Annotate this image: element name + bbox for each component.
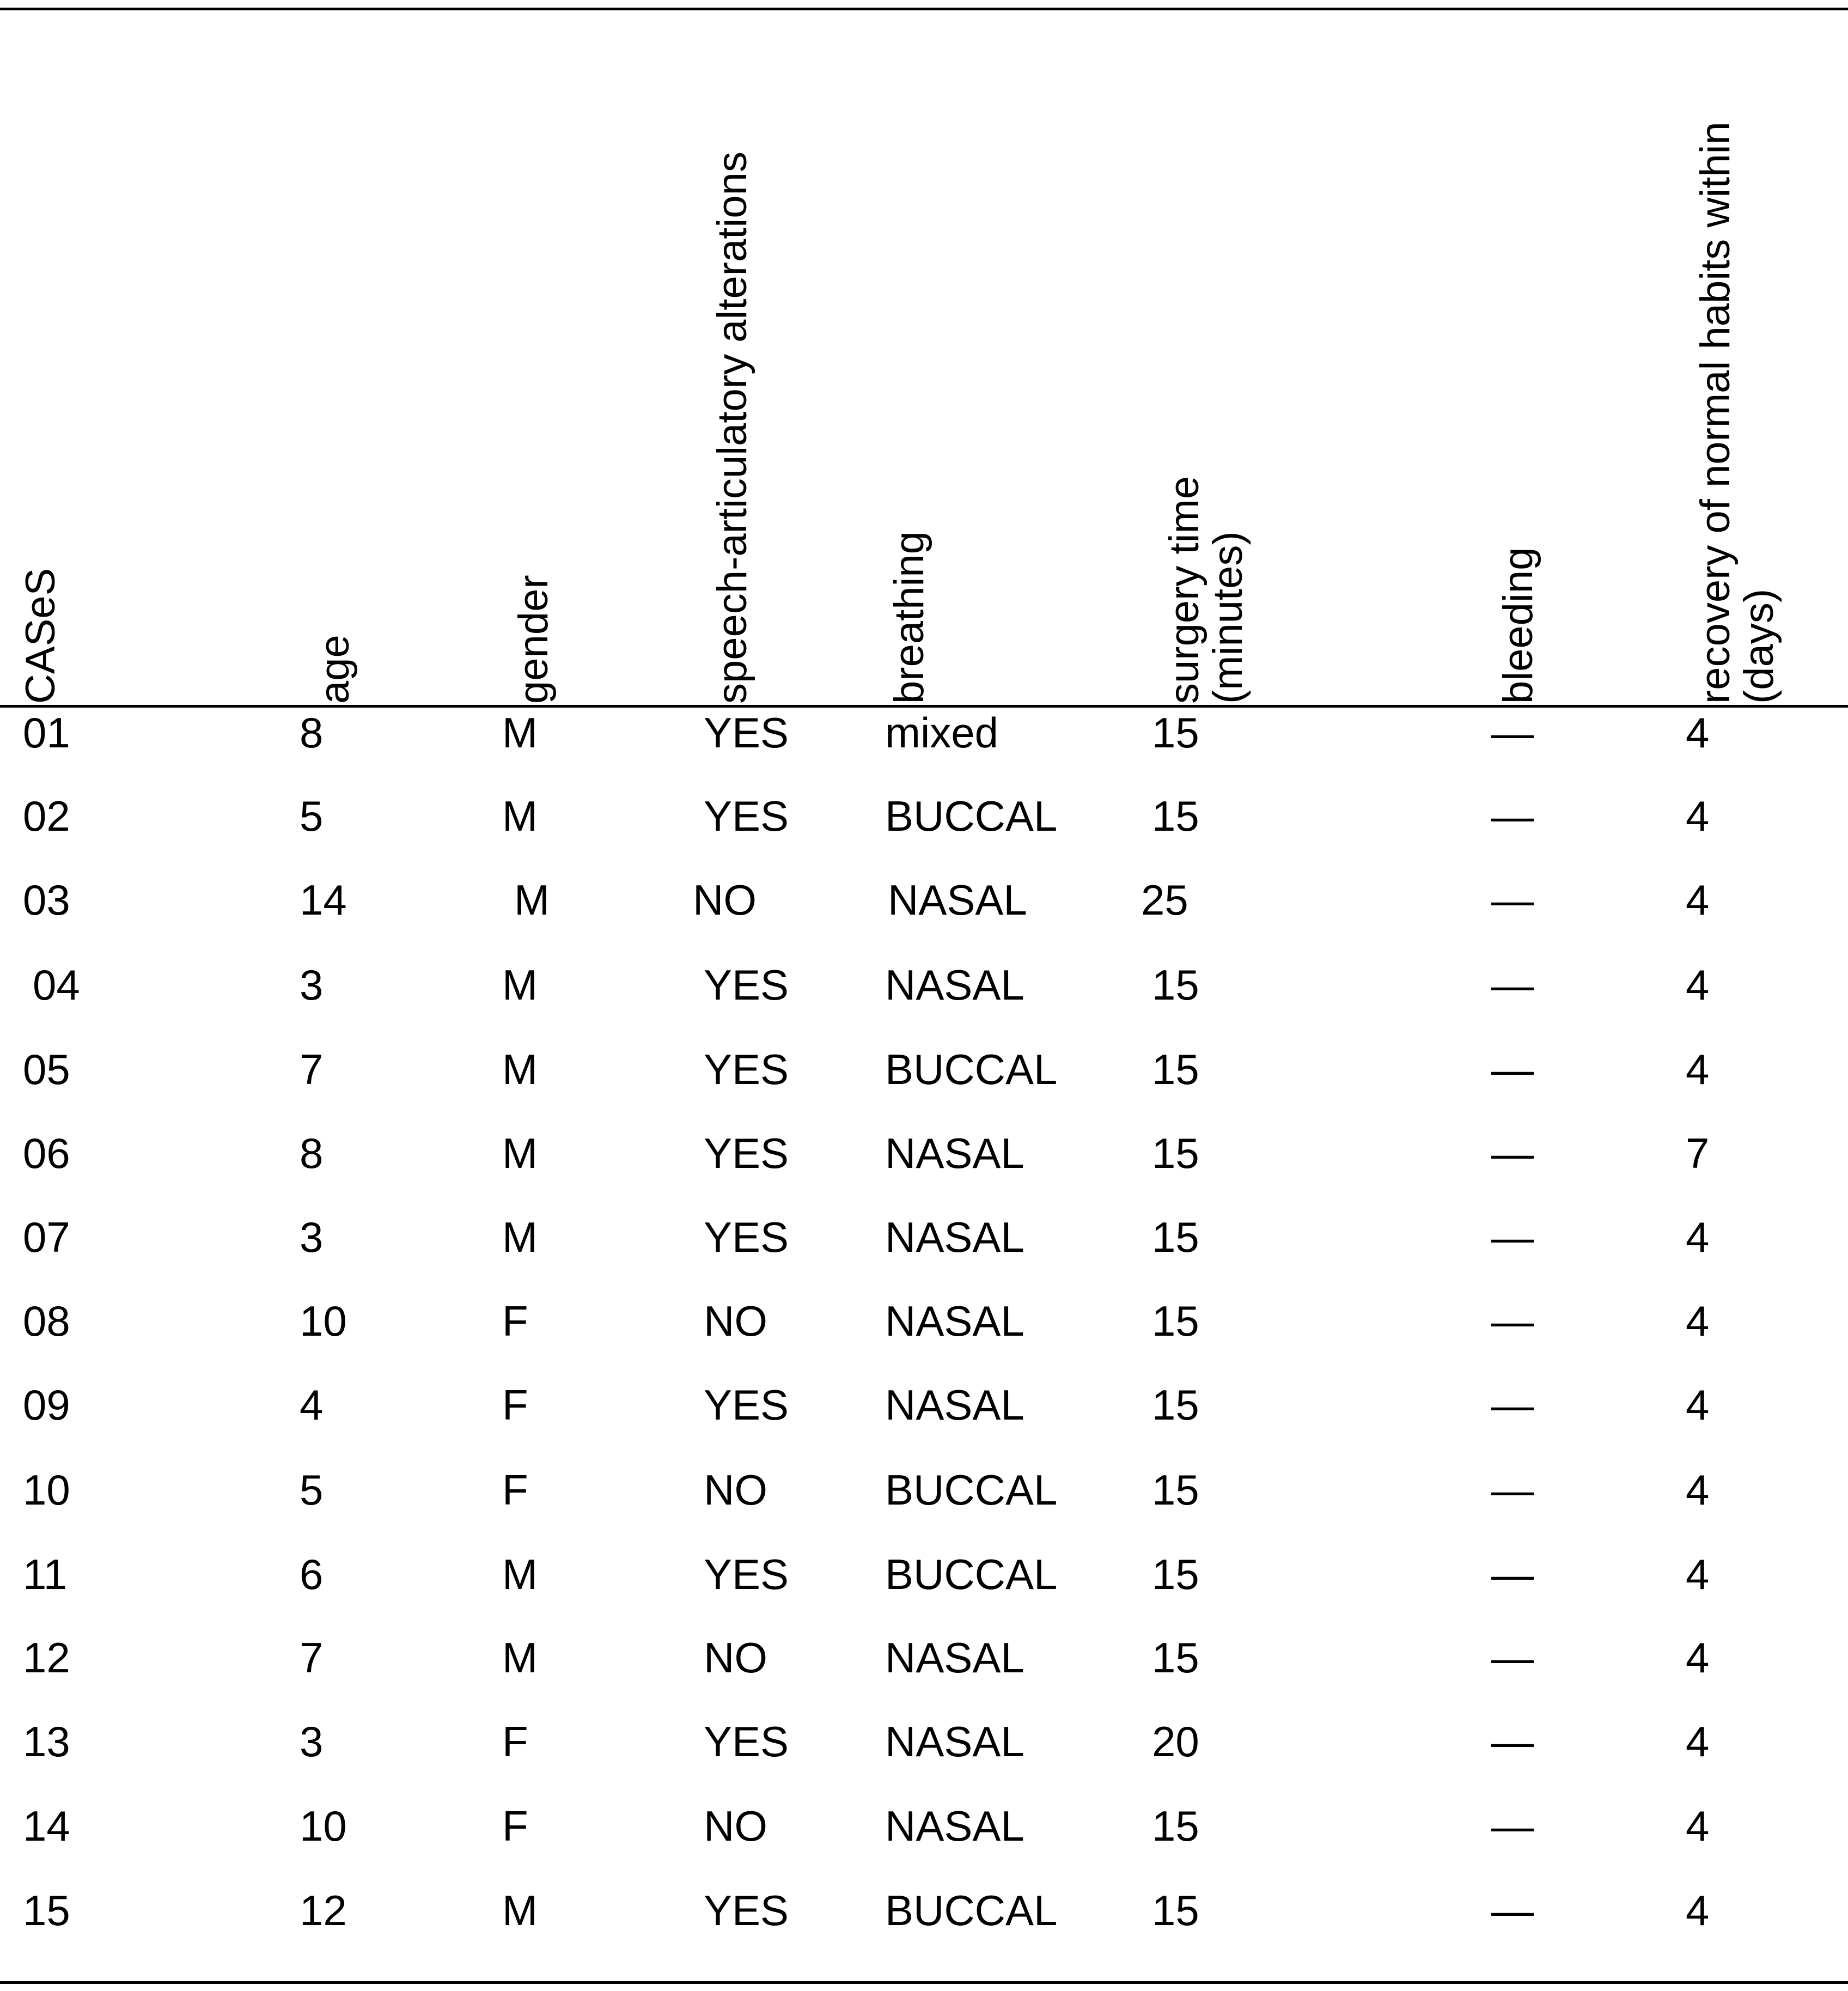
- cell-gender: F: [502, 1381, 528, 1429]
- cell-age: 7: [300, 1634, 324, 1682]
- header-bleeding: [1497, 547, 1540, 704]
- cell-surgery-time: 15: [1152, 1466, 1199, 1514]
- cell-surgery-time: 15: [1152, 792, 1199, 840]
- cell-recovery: 4: [1686, 1213, 1710, 1261]
- cell-surgery-time: 25: [1141, 876, 1188, 924]
- cell-breathing: BUCCAL: [885, 1466, 1058, 1514]
- cell-speech: YES: [704, 1045, 789, 1093]
- header-breathing-label: breathing: [886, 531, 932, 704]
- cell-gender: M: [502, 792, 538, 840]
- cell-bleeding: —: [1491, 1802, 1534, 1850]
- cell-recovery: 4: [1686, 1466, 1710, 1514]
- cell-case: 02: [23, 792, 70, 840]
- header-bleeding-label: bleeding: [1495, 547, 1541, 704]
- cell-recovery: 4: [1686, 961, 1710, 1009]
- header-surgery-line2: (minutes): [1205, 531, 1251, 704]
- cell-case: 09: [23, 1381, 70, 1429]
- cell-gender: M: [502, 1550, 538, 1598]
- cell-age: 12: [300, 1886, 347, 1934]
- header-gender-label: gender: [510, 575, 557, 704]
- cell-bleeding: —: [1491, 1466, 1534, 1514]
- cell-speech: NO: [704, 1634, 767, 1682]
- cell-speech: NO: [704, 1297, 767, 1345]
- cell-recovery: 4: [1686, 1802, 1710, 1850]
- cell-surgery-time: 15: [1152, 1886, 1199, 1934]
- cell-speech: YES: [704, 1381, 789, 1429]
- header-gender: [512, 575, 556, 704]
- cell-bleeding: —: [1491, 1634, 1534, 1682]
- cell-case: 15: [23, 1886, 70, 1934]
- cell-age: 7: [300, 1045, 324, 1093]
- cell-bleeding: —: [1491, 1213, 1534, 1261]
- cell-case: 03: [23, 876, 70, 924]
- cell-surgery-time: 15: [1152, 1634, 1199, 1682]
- cell-age: 10: [300, 1802, 347, 1850]
- cell-surgery-time: 15: [1152, 709, 1199, 757]
- cell-breathing: BUCCAL: [885, 792, 1058, 840]
- cell-breathing: NASAL: [885, 1802, 1024, 1850]
- cell-age: 3: [300, 1213, 324, 1261]
- cell-speech: YES: [704, 1550, 789, 1598]
- cell-case: 06: [23, 1129, 70, 1177]
- cell-case: 01: [23, 709, 70, 757]
- header-age: [313, 635, 357, 704]
- cell-gender: M: [502, 709, 538, 757]
- table-bottom-rule: [0, 1981, 1848, 1984]
- cell-speech: YES: [704, 961, 789, 1009]
- cell-case: 08: [23, 1297, 70, 1345]
- header-recovery-line2: (days): [1736, 588, 1782, 704]
- cell-recovery: 4: [1686, 1718, 1710, 1765]
- cell-bleeding: —: [1491, 1718, 1534, 1765]
- cell-recovery: 4: [1686, 1886, 1710, 1934]
- cell-speech: YES: [704, 1129, 789, 1177]
- table-top-rule: [0, 8, 1848, 10]
- cell-breathing: NASAL: [885, 1634, 1024, 1682]
- header-cases: [19, 568, 63, 704]
- table-header-rule: [0, 705, 1848, 708]
- cell-age: 5: [300, 1466, 324, 1514]
- cell-case: 04: [33, 961, 80, 1009]
- cell-surgery-time: 15: [1152, 961, 1199, 1009]
- cell-breathing: BUCCAL: [885, 1045, 1058, 1093]
- cell-age: 6: [300, 1550, 324, 1598]
- header-surgery-line1: surgery time: [1161, 476, 1207, 704]
- cell-case: 13: [23, 1718, 70, 1765]
- header-cases-label: CASeS: [17, 568, 64, 704]
- cell-breathing: BUCCAL: [885, 1550, 1058, 1598]
- cell-case: 14: [23, 1802, 70, 1850]
- cell-speech: YES: [704, 792, 789, 840]
- cell-bleeding: —: [1491, 1886, 1534, 1934]
- cell-speech: YES: [704, 1718, 789, 1765]
- cell-case: 12: [23, 1634, 70, 1682]
- cell-breathing: mixed: [885, 709, 999, 757]
- cell-surgery-time: 15: [1152, 1550, 1199, 1598]
- cell-bleeding: —: [1491, 1129, 1534, 1177]
- cell-age: 3: [300, 961, 324, 1009]
- cell-recovery: 7: [1686, 1129, 1710, 1177]
- cell-speech: NO: [693, 876, 757, 924]
- cell-recovery: 4: [1686, 792, 1710, 840]
- header-surgery-time: [1163, 476, 1250, 704]
- cell-recovery: 4: [1686, 1045, 1710, 1093]
- cell-surgery-time: 15: [1152, 1381, 1199, 1429]
- cell-bleeding: —: [1491, 792, 1534, 840]
- cell-surgery-time: 15: [1152, 1213, 1199, 1261]
- header-speech-label: speech-articulatory alterations: [709, 151, 755, 704]
- header-speech: [711, 151, 754, 704]
- cell-breathing: NASAL: [885, 1129, 1024, 1177]
- cell-breathing: NASAL: [885, 1297, 1024, 1345]
- cell-surgery-time: 15: [1152, 1802, 1199, 1850]
- header-recovery: [1694, 121, 1781, 704]
- cell-age: 3: [300, 1718, 324, 1765]
- cell-bleeding: —: [1491, 961, 1534, 1009]
- cell-gender: M: [502, 1213, 538, 1261]
- cell-breathing: NASAL: [885, 1213, 1024, 1261]
- cell-age: 5: [300, 792, 324, 840]
- cell-gender: M: [514, 876, 550, 924]
- cell-surgery-time: 15: [1152, 1129, 1199, 1177]
- cell-gender: M: [502, 961, 538, 1009]
- cell-surgery-time: 15: [1152, 1045, 1199, 1093]
- cell-recovery: 4: [1686, 1634, 1710, 1682]
- cell-breathing: NASAL: [888, 876, 1027, 924]
- cell-surgery-time: 20: [1152, 1718, 1199, 1765]
- cell-gender: M: [502, 1129, 538, 1177]
- cell-age: 14: [300, 876, 347, 924]
- cell-gender: F: [502, 1466, 528, 1514]
- cell-speech: NO: [704, 1466, 767, 1514]
- cell-age: 8: [300, 1129, 324, 1177]
- header-recovery-line1: recovery of normal habits within: [1692, 121, 1739, 704]
- cell-gender: F: [502, 1802, 528, 1850]
- cell-speech: YES: [704, 1886, 789, 1934]
- cell-gender: M: [502, 1045, 538, 1093]
- cell-breathing: NASAL: [885, 961, 1024, 1009]
- cell-age: 8: [300, 709, 324, 757]
- header-age-label: age: [312, 635, 358, 704]
- cell-breathing: BUCCAL: [885, 1886, 1058, 1934]
- cell-surgery-time: 15: [1152, 1297, 1199, 1345]
- cell-gender: M: [502, 1634, 538, 1682]
- cell-case: 07: [23, 1213, 70, 1261]
- cell-speech: NO: [704, 1802, 767, 1850]
- cell-breathing: NASAL: [885, 1381, 1024, 1429]
- cell-gender: M: [502, 1886, 538, 1934]
- cell-recovery: 4: [1686, 1550, 1710, 1598]
- cell-breathing: NASAL: [885, 1718, 1024, 1765]
- cell-age: 4: [300, 1381, 324, 1429]
- cell-recovery: 4: [1686, 1381, 1710, 1429]
- cell-bleeding: —: [1491, 876, 1534, 924]
- cell-recovery: 4: [1686, 876, 1710, 924]
- cell-case: 11: [23, 1550, 67, 1598]
- cell-bleeding: —: [1491, 1381, 1534, 1429]
- cell-bleeding: —: [1491, 1045, 1534, 1093]
- cell-bleeding: —: [1491, 709, 1534, 757]
- cell-recovery: 4: [1686, 1297, 1710, 1345]
- cell-gender: F: [502, 1297, 528, 1345]
- cell-bleeding: —: [1491, 1550, 1534, 1598]
- cell-speech: YES: [704, 1213, 789, 1261]
- cell-case: 05: [23, 1045, 70, 1093]
- cell-gender: F: [502, 1718, 528, 1765]
- header-breathing: [888, 531, 931, 704]
- cell-case: 10: [23, 1466, 70, 1514]
- cell-age: 10: [300, 1297, 347, 1345]
- cell-recovery: 4: [1686, 709, 1710, 757]
- cell-speech: YES: [704, 709, 789, 757]
- cell-bleeding: —: [1491, 1297, 1534, 1345]
